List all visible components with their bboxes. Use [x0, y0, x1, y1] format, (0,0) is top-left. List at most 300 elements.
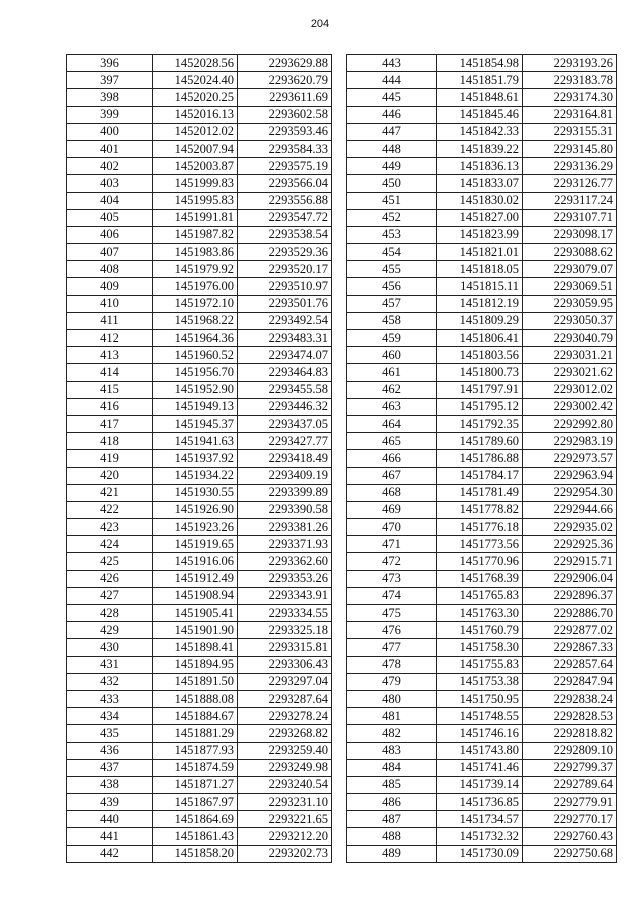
y-coordinate-cell: 2293399.89	[238, 484, 332, 501]
y-coordinate-cell: 2293031.21	[523, 347, 617, 364]
point-number-cell: 446	[347, 106, 437, 123]
table-row	[347, 89, 617, 106]
table-row	[347, 828, 617, 845]
point-number-cell: 397	[67, 72, 153, 89]
x-coordinate-cell: 1451758.30	[437, 639, 523, 656]
point-number-cell: 481	[347, 708, 437, 725]
table-row	[347, 639, 617, 656]
point-number-cell: 442	[67, 845, 153, 862]
table-row	[347, 794, 617, 811]
x-coordinate-cell: 1451956.70	[153, 364, 238, 381]
y-coordinate-cell: 2293629.88	[238, 55, 332, 72]
x-coordinate-cell: 1451792.35	[437, 415, 523, 432]
x-coordinate-cell: 1451995.83	[153, 192, 238, 209]
table-row	[67, 570, 332, 587]
table-row	[347, 55, 617, 72]
y-coordinate-cell: 2293231.10	[238, 794, 332, 811]
table-row	[347, 244, 617, 261]
point-number-cell: 441	[67, 828, 153, 845]
x-coordinate-cell: 1451809.29	[437, 312, 523, 329]
point-number-cell: 405	[67, 209, 153, 226]
table-row	[67, 622, 332, 639]
point-number-cell: 425	[67, 553, 153, 570]
x-coordinate-cell: 1451797.91	[437, 381, 523, 398]
x-coordinate-cell: 1451773.56	[437, 536, 523, 553]
y-coordinate-cell: 2293079.07	[523, 261, 617, 278]
y-coordinate-cell: 2293126.77	[523, 175, 617, 192]
table-row	[67, 89, 332, 106]
y-coordinate-cell: 2292983.19	[523, 433, 617, 450]
table-row	[347, 622, 617, 639]
table-row	[67, 158, 332, 175]
point-number-cell: 453	[347, 226, 437, 243]
x-coordinate-cell: 1451803.56	[437, 347, 523, 364]
x-coordinate-cell: 1451730.09	[437, 845, 523, 862]
point-number-cell: 451	[347, 192, 437, 209]
x-coordinate-cell: 1451768.39	[437, 570, 523, 587]
point-number-cell: 463	[347, 398, 437, 415]
y-coordinate-cell: 2293145.80	[523, 140, 617, 157]
y-coordinate-cell: 2292935.02	[523, 519, 617, 536]
x-coordinate-cell: 1451748.55	[437, 708, 523, 725]
point-number-cell: 410	[67, 295, 153, 312]
y-coordinate-cell: 2292828.53	[523, 708, 617, 725]
table-row	[347, 381, 617, 398]
point-number-cell: 443	[347, 55, 437, 72]
page-number: 204	[310, 18, 330, 30]
y-coordinate-cell: 2293174.30	[523, 89, 617, 106]
table-row	[67, 759, 332, 776]
point-number-cell: 420	[67, 467, 153, 484]
table-row	[67, 209, 332, 226]
table-row	[347, 278, 617, 295]
point-number-cell: 468	[347, 484, 437, 501]
x-coordinate-cell: 1451999.83	[153, 175, 238, 192]
x-coordinate-cell: 1451746.16	[437, 725, 523, 742]
y-coordinate-cell: 2293602.58	[238, 106, 332, 123]
table-row	[67, 106, 332, 123]
y-coordinate-cell: 2292867.33	[523, 639, 617, 656]
point-number-cell: 460	[347, 347, 437, 364]
table-row	[347, 467, 617, 484]
point-number-cell: 479	[347, 673, 437, 690]
point-number-cell: 422	[67, 501, 153, 518]
point-number-cell: 431	[67, 656, 153, 673]
x-coordinate-cell: 1451941.63	[153, 433, 238, 450]
table-row	[347, 364, 617, 381]
y-coordinate-cell: 2293575.19	[238, 158, 332, 175]
table-row	[347, 570, 617, 587]
table-row	[67, 450, 332, 467]
table-row	[67, 690, 332, 707]
y-coordinate-cell: 2293136.29	[523, 158, 617, 175]
point-number-cell: 449	[347, 158, 437, 175]
table-row	[67, 605, 332, 622]
point-number-cell: 464	[347, 415, 437, 432]
x-coordinate-cell: 1451972.10	[153, 295, 238, 312]
point-number-cell: 450	[347, 175, 437, 192]
y-coordinate-cell: 2292896.37	[523, 587, 617, 604]
point-number-cell: 457	[347, 295, 437, 312]
y-coordinate-cell: 2293334.55	[238, 605, 332, 622]
table-row	[67, 415, 332, 432]
y-coordinate-cell: 2292915.71	[523, 553, 617, 570]
x-coordinate-cell: 1451781.49	[437, 484, 523, 501]
y-coordinate-cell: 2293593.46	[238, 123, 332, 140]
x-coordinate-cell: 1451830.02	[437, 192, 523, 209]
point-number-cell: 428	[67, 605, 153, 622]
point-number-cell: 467	[347, 467, 437, 484]
table-row	[67, 295, 332, 312]
table-row	[347, 347, 617, 364]
table-row	[347, 261, 617, 278]
x-coordinate-cell: 1451983.86	[153, 244, 238, 261]
point-number-cell: 406	[67, 226, 153, 243]
x-coordinate-cell: 1451898.41	[153, 639, 238, 656]
table-row	[347, 605, 617, 622]
y-coordinate-cell: 2293259.40	[238, 742, 332, 759]
x-coordinate-cell: 1451976.00	[153, 278, 238, 295]
x-coordinate-cell: 1451930.55	[153, 484, 238, 501]
table-row	[67, 433, 332, 450]
y-coordinate-cell: 2293183.78	[523, 72, 617, 89]
point-number-cell: 475	[347, 605, 437, 622]
x-coordinate-cell: 1451734.57	[437, 811, 523, 828]
y-coordinate-cell: 2293278.24	[238, 708, 332, 725]
y-coordinate-cell: 2292992.80	[523, 415, 617, 432]
y-coordinate-cell: 2293483.31	[238, 330, 332, 347]
point-number-cell: 454	[347, 244, 437, 261]
x-coordinate-cell: 1451937.92	[153, 450, 238, 467]
table-row	[347, 536, 617, 553]
table-row	[347, 226, 617, 243]
point-number-cell: 458	[347, 312, 437, 329]
table-row	[67, 72, 332, 89]
table-row	[67, 587, 332, 604]
x-coordinate-cell: 1451770.96	[437, 553, 523, 570]
y-coordinate-cell: 2293409.19	[238, 467, 332, 484]
x-coordinate-cell: 1451789.60	[437, 433, 523, 450]
y-coordinate-cell: 2293012.02	[523, 381, 617, 398]
x-coordinate-cell: 1451741.46	[437, 759, 523, 776]
x-coordinate-cell: 1451760.79	[437, 622, 523, 639]
point-number-cell: 413	[67, 347, 153, 364]
point-number-cell: 474	[347, 587, 437, 604]
x-coordinate-cell: 1451854.98	[437, 55, 523, 72]
x-coordinate-cell: 1451818.05	[437, 261, 523, 278]
x-coordinate-cell: 1451923.26	[153, 519, 238, 536]
y-coordinate-cell: 2293390.58	[238, 501, 332, 518]
table-row	[347, 742, 617, 759]
table-row	[347, 690, 617, 707]
y-coordinate-cell: 2293021.62	[523, 364, 617, 381]
table-row	[67, 725, 332, 742]
table-row	[347, 398, 617, 415]
point-number-cell: 409	[67, 278, 153, 295]
point-number-cell: 408	[67, 261, 153, 278]
point-number-cell: 470	[347, 519, 437, 536]
y-coordinate-cell: 2292770.17	[523, 811, 617, 828]
point-number-cell: 489	[347, 845, 437, 862]
y-coordinate-cell: 2293221.65	[238, 811, 332, 828]
y-coordinate-cell: 2293353.26	[238, 570, 332, 587]
table-row	[67, 519, 332, 536]
y-coordinate-cell: 2293427.77	[238, 433, 332, 450]
table-row	[347, 519, 617, 536]
y-coordinate-cell: 2292809.10	[523, 742, 617, 759]
y-coordinate-cell: 2293418.49	[238, 450, 332, 467]
x-coordinate-cell: 1451800.73	[437, 364, 523, 381]
x-coordinate-cell: 1451888.08	[153, 690, 238, 707]
x-coordinate-cell: 1451884.67	[153, 708, 238, 725]
table-row	[67, 467, 332, 484]
point-number-cell: 487	[347, 811, 437, 828]
point-number-cell: 466	[347, 450, 437, 467]
x-coordinate-cell: 1451991.81	[153, 209, 238, 226]
table-row	[347, 312, 617, 329]
y-coordinate-cell: 2293371.93	[238, 536, 332, 553]
x-coordinate-cell: 1451750.95	[437, 690, 523, 707]
table-row	[67, 811, 332, 828]
point-number-cell: 484	[347, 759, 437, 776]
point-number-cell: 439	[67, 794, 153, 811]
x-coordinate-cell: 1451765.83	[437, 587, 523, 604]
x-coordinate-cell: 1451949.13	[153, 398, 238, 415]
point-number-cell: 478	[347, 656, 437, 673]
coordinates-table-left	[66, 54, 332, 863]
table-row	[67, 828, 332, 845]
y-coordinate-cell: 2292750.68	[523, 845, 617, 862]
x-coordinate-cell: 1452007.94	[153, 140, 238, 157]
y-coordinate-cell: 2293620.79	[238, 72, 332, 89]
y-coordinate-cell: 2292857.64	[523, 656, 617, 673]
table-row	[347, 759, 617, 776]
point-number-cell: 414	[67, 364, 153, 381]
x-coordinate-cell: 1451858.20	[153, 845, 238, 862]
x-coordinate-cell: 1451823.99	[437, 226, 523, 243]
table-row	[67, 484, 332, 501]
y-coordinate-cell: 2292877.02	[523, 622, 617, 639]
point-number-cell: 396	[67, 55, 153, 72]
point-number-cell: 407	[67, 244, 153, 261]
table-row	[347, 811, 617, 828]
x-coordinate-cell: 1451912.49	[153, 570, 238, 587]
point-number-cell: 429	[67, 622, 153, 639]
x-coordinate-cell: 1451812.19	[437, 295, 523, 312]
table-row	[347, 553, 617, 570]
x-coordinate-cell: 1451905.41	[153, 605, 238, 622]
y-coordinate-cell: 2292906.04	[523, 570, 617, 587]
y-coordinate-cell: 2293520.17	[238, 261, 332, 278]
point-number-cell: 427	[67, 587, 153, 604]
table-row	[67, 175, 332, 192]
y-coordinate-cell: 2293381.26	[238, 519, 332, 536]
x-coordinate-cell: 1451786.88	[437, 450, 523, 467]
point-number-cell: 472	[347, 553, 437, 570]
x-coordinate-cell: 1451806.41	[437, 330, 523, 347]
point-number-cell: 432	[67, 673, 153, 690]
x-coordinate-cell: 1451877.93	[153, 742, 238, 759]
y-coordinate-cell: 2293464.83	[238, 364, 332, 381]
table-row	[347, 72, 617, 89]
x-coordinate-cell: 1451845.46	[437, 106, 523, 123]
y-coordinate-cell: 2293325.18	[238, 622, 332, 639]
point-number-cell: 462	[347, 381, 437, 398]
point-number-cell: 430	[67, 639, 153, 656]
y-coordinate-cell: 2293446.32	[238, 398, 332, 415]
y-coordinate-cell: 2293538.54	[238, 226, 332, 243]
table-row	[347, 209, 617, 226]
point-number-cell: 465	[347, 433, 437, 450]
point-number-cell: 403	[67, 175, 153, 192]
point-number-cell: 436	[67, 742, 153, 759]
table-row	[67, 501, 332, 518]
table-row	[347, 656, 617, 673]
point-number-cell: 437	[67, 759, 153, 776]
point-number-cell: 455	[347, 261, 437, 278]
y-coordinate-cell: 2293088.62	[523, 244, 617, 261]
table-row	[67, 398, 332, 415]
y-coordinate-cell: 2293069.51	[523, 278, 617, 295]
y-coordinate-cell: 2293117.24	[523, 192, 617, 209]
x-coordinate-cell: 1451743.80	[437, 742, 523, 759]
table-row	[67, 364, 332, 381]
y-coordinate-cell: 2293315.81	[238, 639, 332, 656]
y-coordinate-cell: 2292799.37	[523, 759, 617, 776]
y-coordinate-cell: 2293584.33	[238, 140, 332, 157]
y-coordinate-cell: 2293002.42	[523, 398, 617, 415]
y-coordinate-cell: 2293611.69	[238, 89, 332, 106]
y-coordinate-cell: 2293249.98	[238, 759, 332, 776]
table-row	[67, 244, 332, 261]
x-coordinate-cell: 1451874.59	[153, 759, 238, 776]
y-coordinate-cell: 2292963.94	[523, 467, 617, 484]
point-number-cell: 469	[347, 501, 437, 518]
x-coordinate-cell: 1451848.61	[437, 89, 523, 106]
y-coordinate-cell: 2293501.76	[238, 295, 332, 312]
table-row	[347, 501, 617, 518]
x-coordinate-cell: 1451753.38	[437, 673, 523, 690]
point-number-cell: 438	[67, 776, 153, 793]
point-number-cell: 445	[347, 89, 437, 106]
table-row	[67, 845, 332, 862]
table-row	[67, 708, 332, 725]
x-coordinate-cell: 1451836.13	[437, 158, 523, 175]
table-row	[67, 553, 332, 570]
y-coordinate-cell: 2293193.26	[523, 55, 617, 72]
point-number-cell: 461	[347, 364, 437, 381]
point-number-cell: 476	[347, 622, 437, 639]
table-row	[347, 330, 617, 347]
x-coordinate-cell: 1452024.40	[153, 72, 238, 89]
y-coordinate-cell: 2293212.20	[238, 828, 332, 845]
table-row	[67, 312, 332, 329]
x-coordinate-cell: 1451901.90	[153, 622, 238, 639]
point-number-cell: 418	[67, 433, 153, 450]
x-coordinate-cell: 1452003.87	[153, 158, 238, 175]
x-coordinate-cell: 1452028.56	[153, 55, 238, 72]
table-row	[347, 123, 617, 140]
point-number-cell: 411	[67, 312, 153, 329]
x-coordinate-cell: 1451926.90	[153, 501, 238, 518]
y-coordinate-cell: 2293547.72	[238, 209, 332, 226]
y-coordinate-cell: 2293287.64	[238, 690, 332, 707]
point-number-cell: 482	[347, 725, 437, 742]
point-number-cell: 416	[67, 398, 153, 415]
table-row	[347, 587, 617, 604]
table-row	[67, 794, 332, 811]
y-coordinate-cell: 2293059.95	[523, 295, 617, 312]
table-row	[347, 484, 617, 501]
x-coordinate-cell: 1451784.17	[437, 467, 523, 484]
x-coordinate-cell: 1451778.82	[437, 501, 523, 518]
x-coordinate-cell: 1451894.95	[153, 656, 238, 673]
y-coordinate-cell: 2293510.97	[238, 278, 332, 295]
x-coordinate-cell: 1451867.97	[153, 794, 238, 811]
point-number-cell: 404	[67, 192, 153, 209]
point-number-cell: 421	[67, 484, 153, 501]
x-coordinate-cell: 1451945.37	[153, 415, 238, 432]
coordinates-table-right	[346, 54, 617, 863]
point-number-cell: 486	[347, 794, 437, 811]
y-coordinate-cell: 2293455.58	[238, 381, 332, 398]
x-coordinate-cell: 1451815.11	[437, 278, 523, 295]
x-coordinate-cell: 1452016.13	[153, 106, 238, 123]
x-coordinate-cell: 1451861.43	[153, 828, 238, 845]
x-coordinate-cell: 1451732.32	[437, 828, 523, 845]
point-number-cell: 423	[67, 519, 153, 536]
x-coordinate-cell: 1451763.30	[437, 605, 523, 622]
y-coordinate-cell: 2293306.43	[238, 656, 332, 673]
table-row	[347, 673, 617, 690]
point-number-cell: 471	[347, 536, 437, 553]
x-coordinate-cell: 1451871.27	[153, 776, 238, 793]
y-coordinate-cell: 2293437.05	[238, 415, 332, 432]
point-number-cell: 488	[347, 828, 437, 845]
y-coordinate-cell: 2293240.54	[238, 776, 332, 793]
y-coordinate-cell: 2293202.73	[238, 845, 332, 862]
table-row	[67, 140, 332, 157]
point-number-cell: 485	[347, 776, 437, 793]
y-coordinate-cell: 2292838.24	[523, 690, 617, 707]
table-row	[347, 106, 617, 123]
y-coordinate-cell: 2293556.88	[238, 192, 332, 209]
x-coordinate-cell: 1451839.22	[437, 140, 523, 157]
x-coordinate-cell: 1451736.85	[437, 794, 523, 811]
point-number-cell: 412	[67, 330, 153, 347]
x-coordinate-cell: 1451833.07	[437, 175, 523, 192]
y-coordinate-cell: 2293474.07	[238, 347, 332, 364]
table-row	[67, 776, 332, 793]
point-number-cell: 459	[347, 330, 437, 347]
x-coordinate-cell: 1451776.18	[437, 519, 523, 536]
point-number-cell: 480	[347, 690, 437, 707]
x-coordinate-cell: 1451979.92	[153, 261, 238, 278]
y-coordinate-cell: 2292973.57	[523, 450, 617, 467]
table-row	[67, 261, 332, 278]
y-coordinate-cell: 2292818.82	[523, 725, 617, 742]
x-coordinate-cell: 1451881.29	[153, 725, 238, 742]
y-coordinate-cell: 2293098.17	[523, 226, 617, 243]
point-number-cell: 456	[347, 278, 437, 295]
point-number-cell: 399	[67, 106, 153, 123]
table-row	[67, 278, 332, 295]
x-coordinate-cell: 1451864.69	[153, 811, 238, 828]
y-coordinate-cell: 2293492.54	[238, 312, 332, 329]
x-coordinate-cell: 1451795.12	[437, 398, 523, 415]
x-coordinate-cell: 1451739.14	[437, 776, 523, 793]
table-row	[347, 708, 617, 725]
